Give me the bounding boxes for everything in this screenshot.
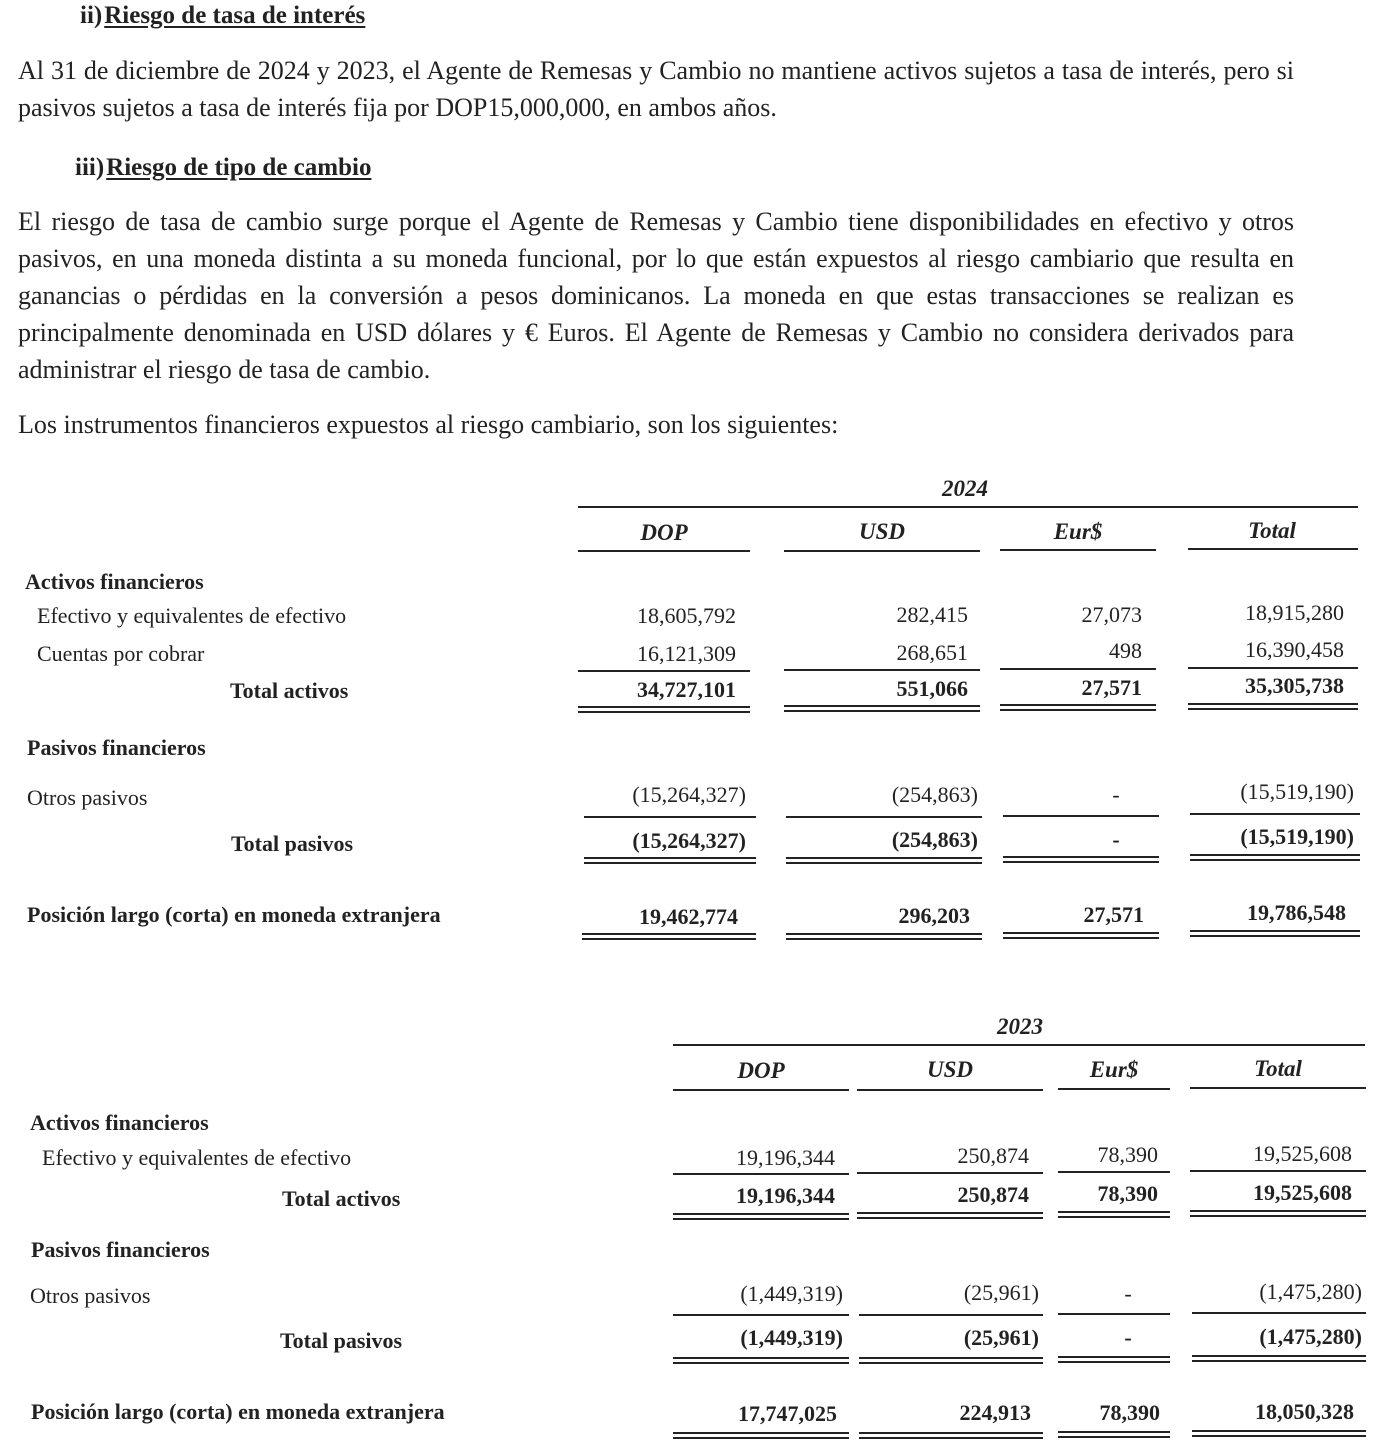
table-2024-cuentas-rule-total (1188, 667, 1358, 669)
table-2024-otros-rule-usd (786, 816, 982, 818)
section-iii-title: Riesgo de tipo de cambio (106, 154, 372, 181)
table-2023-hdr-rule-dop (673, 1089, 849, 1091)
table-2023-total-activos-rule-usd (857, 1212, 1043, 1219)
section-iii-heading (75, 154, 371, 182)
table-2023-efectivo-total: 19,525,608 (1253, 1141, 1352, 1166)
table-2024-efectivo-eur: 27,073 (1081, 602, 1142, 627)
table-2024-total-pasivos-eur: - (1112, 827, 1120, 852)
table-2024-year: 2024 (942, 476, 988, 501)
table-2024-total-activos-rule-usd (784, 705, 980, 712)
table-2023-total-pasivos-rule-usd (859, 1357, 1043, 1364)
table-2024-otros-dop: (15,264,327) (632, 782, 746, 807)
table-2023-total-activos-rule-total (1190, 1210, 1366, 1217)
table-2024-col-eur: Eur$ (1053, 519, 1103, 544)
table-2024-total-pasivos-rule-eur (1003, 856, 1159, 863)
table-2024-posicion-rule-total (1190, 930, 1360, 937)
table-2024-total-pasivos-rule-usd (786, 857, 982, 864)
table-2024-col-usd: USD (858, 519, 905, 544)
table-2023-efectivo-usd: 250,874 (957, 1143, 1029, 1168)
section-ii-title: Riesgo de tasa de interés (104, 2, 366, 29)
table-2023-otros-label: Otros pasivos (30, 1283, 151, 1308)
table-2023-total-activos-label: Total activos (282, 1186, 401, 1211)
table-2023-otros-total: (1,475,280) (1259, 1279, 1362, 1304)
table-2023-total-pasivos-total: (1,475,280) (1259, 1324, 1362, 1349)
table-2023-posicion-total: 18,050,328 (1255, 1399, 1354, 1424)
table-2024-cuentas-rule-eur (1000, 668, 1156, 670)
table-2023-otros-dop: (1,449,319) (740, 1281, 843, 1306)
table-2024-total-pasivos-label: Total pasivos (231, 831, 354, 856)
intro-paragraph: Los instrumentos financieros expuestos al riesgo cambiario, son los siguientes: (18, 410, 839, 439)
table-2024-posicion-rule-dop (582, 933, 756, 940)
table-2023-total-activos-total: 19,525,608 (1253, 1180, 1352, 1205)
table-2024-cuentas-dop: 16,121,309 (637, 641, 736, 666)
table-2023-otros-usd: (25,961) (963, 1280, 1039, 1305)
table-2024-efectivo-usd: 282,415 (896, 602, 968, 627)
table-2024-total-pasivos-total: (15,519,190) (1240, 824, 1354, 849)
table-2023-hdr-rule-eur (1058, 1088, 1170, 1090)
table-2024-total-pasivos-dop: (15,264,327) (632, 828, 746, 853)
table-2024-total-pasivos-rule-total (1190, 854, 1360, 861)
table-2024-total-activos-total: 35,305,738 (1245, 673, 1344, 698)
table-2024-cuentas-total: 16,390,458 (1245, 637, 1344, 662)
table-2024-efectivo-dop: 18,605,792 (637, 603, 736, 628)
table-2024-otros-usd: (254,863) (891, 782, 978, 807)
table-2024-total-activos-dop: 34,727,101 (637, 677, 736, 702)
table-2024-total-pasivos-rule-dop (584, 857, 756, 864)
table-2024-posicion-total: 19,786,548 (1247, 900, 1346, 925)
table-2024-otros-rule-dop (584, 816, 756, 818)
table-2023-efectivo-rule-dop (673, 1173, 849, 1175)
interest-rate-paragraph: Al 31 de diciembre de 2024 y 2023, el Agente de Remesas y Cambio no mantiene activos sujetos a tasa de interés, pero si pasivos sujetos a tasa de interés fija por DOP15,000,000, en ambos años. (18, 56, 1294, 122)
table-2024-cuentas-rule-dop (578, 670, 750, 672)
table-2023-total-pasivos-rule-eur (1058, 1356, 1170, 1363)
table-2023-efectivo-rule-usd (857, 1172, 1043, 1174)
table-2024-total-activos-label: Total activos (230, 678, 349, 703)
table-2023-total-activos-usd: 250,874 (957, 1182, 1029, 1207)
table-2023-otros-rule-total (1192, 1312, 1366, 1314)
table-2024-hdr-rule-usd (784, 550, 980, 552)
table-2024-cuentas-usd: 268,651 (896, 640, 968, 665)
table-2023-liabilities-title: Pasivos financieros (31, 1237, 210, 1262)
section-ii-number: ii) (80, 2, 103, 29)
table-2023-total-pasivos-rule-total (1192, 1355, 1366, 1362)
table-2024-posicion-usd: 296,203 (898, 903, 970, 928)
table-2024-posicion-rule-eur (1003, 932, 1159, 939)
table-2024-col-dop: DOP (640, 520, 688, 545)
exchange-rate-paragraph: El riesgo de tasa de cambio surge porque el Agente de Remesas y Cambio tiene disponibilidades en efectivo y otros pasivos, en una moneda distinta a su moneda funcional, por lo que están expuestos al riesgo cambiario que resulta en ganancias o pérdidas en la conversión a pesos dominicanos. La moneda en que estas transacciones se realizan es principalmente denominada en USD dólares y € Euros. El Agente de Remesas y Cambio no considera derivados para administrar el riesgo de tasa de cambio. (18, 207, 1294, 384)
table-2023-posicion-rule-eur (1058, 1431, 1170, 1438)
table-2023-otros-rule-dop (673, 1314, 849, 1316)
table-2024-posicion-eur: 27,571 (1083, 902, 1144, 927)
table-2023-posicion-eur: 78,390 (1099, 1400, 1160, 1425)
table-2024-col-total: Total (1248, 518, 1296, 543)
section-iii-number: iii) (75, 154, 105, 181)
table-2023-efectivo-eur: 78,390 (1097, 1142, 1158, 1167)
table-2023-otros-eur: - (1124, 1281, 1132, 1306)
table-2023-efectivo-dop: 19,196,344 (736, 1145, 835, 1170)
table-2024-otros-total: (15,519,190) (1240, 779, 1354, 804)
table-2024-posicion-label: Posición largo (corta) en moneda extranjera (27, 902, 441, 927)
table-2023-total-activos-rule-dop (673, 1213, 849, 1220)
table-2024-total-activos-rule-dop (578, 706, 750, 713)
table-2024-hdr-rule-eur (1000, 549, 1156, 551)
table-2023-total-activos-eur: 78,390 (1097, 1181, 1158, 1206)
table-2023-posicion-rule-total (1192, 1430, 1366, 1437)
table-2024-efectivo-label: Efectivo y equivalentes de efectivo (37, 603, 347, 628)
table-2023-efectivo-rule-eur (1058, 1171, 1170, 1173)
table-2024-otros-rule-total (1190, 813, 1360, 815)
table-2023-efectivo-rule-total (1190, 1170, 1366, 1172)
table-2023-col-usd: USD (926, 1057, 973, 1082)
table-2023-posicion-dop: 17,747,025 (738, 1401, 837, 1426)
table-2023-total-pasivos-rule-dop (673, 1357, 849, 1364)
table-2023-otros-rule-usd (859, 1314, 1043, 1316)
table-2024-total-pasivos-usd: (254,863) (891, 827, 978, 852)
table-2024-cuentas-eur: 498 (1109, 638, 1142, 663)
table-2023-total-pasivos-dop: (1,449,319) (740, 1325, 843, 1350)
table-2023-hdr-rule-total (1190, 1087, 1366, 1089)
table-2023-col-eur: Eur$ (1089, 1057, 1139, 1082)
table-2023-posicion-usd: 224,913 (959, 1400, 1031, 1425)
table-2023-total-activos-rule-eur (1058, 1211, 1170, 1218)
table-2024-otros-label: Otros pasivos (27, 785, 148, 810)
table-2023-total-activos-dop: 19,196,344 (736, 1183, 835, 1208)
table-2024-year-rule (578, 506, 1358, 508)
table-2023-col-dop: DOP (737, 1058, 785, 1083)
table-2023-total-pasivos-label: Total pasivos (280, 1328, 403, 1353)
table-2024-total-activos-usd: 551,066 (896, 676, 968, 701)
table-2023-hdr-rule-usd (857, 1089, 1043, 1091)
table-2023-otros-rule-eur (1058, 1313, 1170, 1315)
table-2024-posicion-rule-usd (786, 933, 982, 940)
table-2023-posicion-rule-dop (673, 1432, 849, 1439)
table-2024-cuentas-rule-usd (784, 669, 980, 671)
table-2024-otros-eur: - (1112, 782, 1120, 807)
table-2023-year: 2023 (997, 1014, 1043, 1039)
table-2023-year-rule (673, 1044, 1365, 1046)
table-2024-cuentas-label: Cuentas por cobrar (37, 641, 205, 666)
table-2024-efectivo-total: 18,915,280 (1245, 600, 1344, 625)
table-2024-hdr-rule-total (1188, 548, 1358, 550)
table-2023-total-pasivos-usd: (25,961) (963, 1325, 1039, 1350)
table-2024-liabilities-title: Pasivos financieros (27, 735, 206, 760)
table-2024-posicion-dop: 19,462,774 (639, 904, 738, 929)
table-2023-posicion-rule-usd (859, 1432, 1043, 1439)
table-2023-posicion-label: Posición largo (corta) en moneda extranjera (31, 1399, 445, 1424)
section-ii-heading (80, 2, 365, 30)
table-2024-total-activos-eur: 27,571 (1081, 675, 1142, 700)
table-2024-total-activos-rule-eur (1000, 704, 1156, 711)
table-2024-otros-rule-eur (1003, 815, 1159, 817)
table-2023-efectivo-label: Efectivo y equivalentes de efectivo (42, 1145, 352, 1170)
table-2023-assets-title: Activos financieros (30, 1110, 209, 1135)
table-2023-col-total: Total (1254, 1056, 1302, 1081)
table-2023-total-pasivos-eur: - (1124, 1325, 1132, 1350)
table-2024-assets-title: Activos financieros (25, 569, 204, 594)
table-2024-hdr-rule-dop (578, 550, 750, 552)
table-2024-total-activos-rule-total (1188, 703, 1358, 710)
